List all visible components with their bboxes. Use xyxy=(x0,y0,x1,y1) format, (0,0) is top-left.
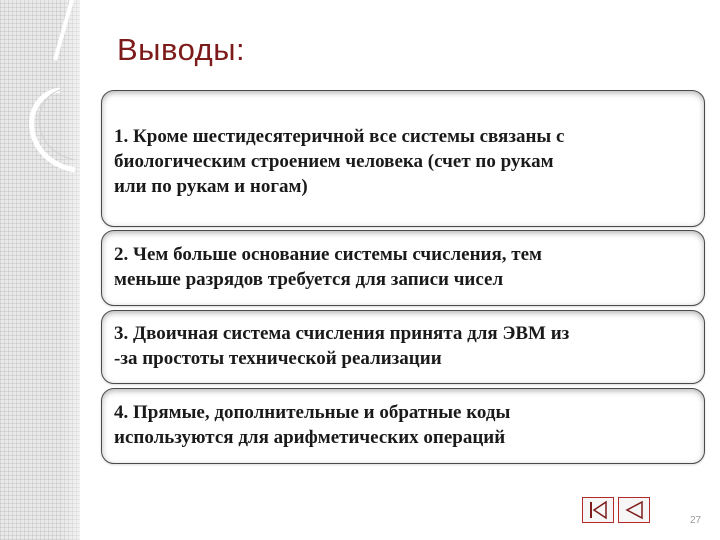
conclusion-box-2 xyxy=(101,230,705,306)
conclusion-text-1: 1. Кроме шестидесятеричной все системы связаны с биологическим строением человека (счет по рукам или по рукам и ногам) xyxy=(114,126,565,197)
previous-slide-button[interactable] xyxy=(618,497,650,523)
conclusion-text-4: 4. Прямые, дополнительные и обратные коды используются для арифметических операций xyxy=(114,402,511,448)
first-slide-icon xyxy=(583,498,613,522)
conclusion-text-3: 3. Двоичная система счисления принята для ЭВМ из -за простоты технической реализации xyxy=(114,323,570,369)
previous-slide-icon xyxy=(619,498,649,522)
conclusion-box-3 xyxy=(101,310,705,384)
slide-title: Выводы: xyxy=(117,32,246,67)
conclusion-text-2: 2. Чем больше основание системы счисления, тем меньше разрядов требуется для записи чисел xyxy=(114,244,542,290)
conclusion-box-4 xyxy=(101,388,705,464)
page-number: 27 xyxy=(690,515,702,526)
first-slide-button[interactable] xyxy=(582,497,614,523)
conclusion-box-1 xyxy=(101,90,705,227)
